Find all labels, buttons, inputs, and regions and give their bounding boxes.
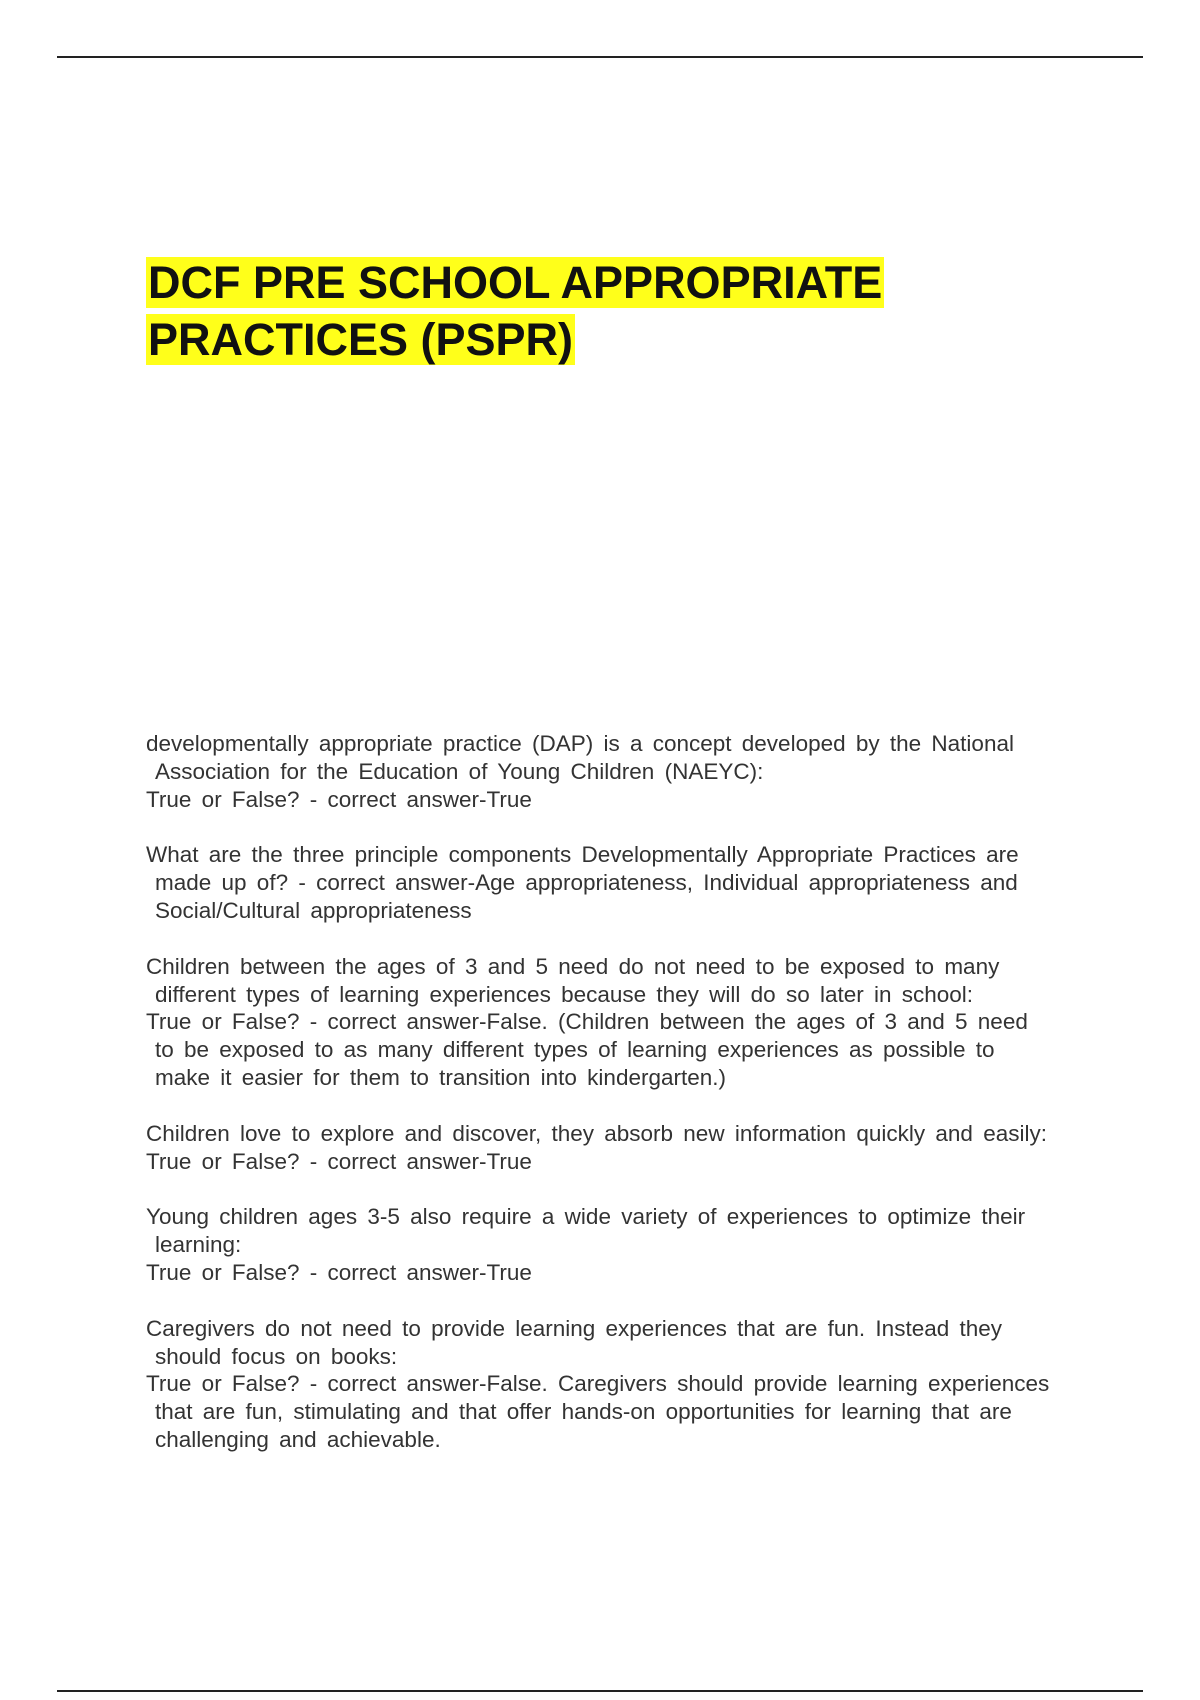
qa-item bbox=[146, 841, 1056, 924]
qa-question: developmentally appropriate practice (DAP) is a concept developed by the National Association for the Education of Young Children (NAEYC): bbox=[146, 731, 1014, 784]
qa-answer: True or False? - correct answer-True bbox=[146, 1148, 532, 1174]
qa-item bbox=[146, 730, 1056, 813]
title-line-2: PRACTICES (PSPR) bbox=[148, 314, 574, 365]
document-title bbox=[146, 254, 1046, 368]
qa-item bbox=[146, 1120, 1056, 1176]
qa-question: Children between the ages of 3 and 5 need do not need to be exposed to many different types of learning experiences because they will do so later in school: bbox=[146, 953, 1000, 1007]
qa-item bbox=[146, 1315, 1056, 1454]
qa-item bbox=[146, 1203, 1056, 1286]
qa-item bbox=[146, 953, 1056, 1092]
qa-question: Children love to explore and discover, they absorb new information quickly and easily: bbox=[146, 1120, 1047, 1146]
qa-answer: True or False? - correct answer-True bbox=[146, 1259, 532, 1285]
qa-answer: True or False? - correct answer-True bbox=[146, 786, 532, 812]
title-line-1: DCF PRE SCHOOL APPROPRIATE bbox=[148, 257, 883, 308]
top-rule bbox=[57, 56, 1143, 58]
qa-question: Caregivers do not need to provide learning experiences that are fun. Instead they should focus on books: bbox=[146, 1315, 1003, 1369]
qa-question: Young children ages 3-5 also require a wide variety of experiences to optimize their learning: bbox=[146, 1204, 1026, 1258]
qa-answer: True or False? - correct answer-False. Caregivers should provide learning experiences that are fun, stimulating and that offer hands-on opportunities for learning that are challenging and achievable. bbox=[146, 1371, 1050, 1452]
bottom-rule bbox=[57, 1690, 1143, 1692]
qa-list bbox=[146, 730, 1056, 1482]
qa-answer: True or False? - correct answer-False. (Children between the ages of 3 and 5 need to be exposed to as many different types of learning experiences as possible to make it easier for them to transition into kindergarten.) bbox=[146, 1009, 1028, 1090]
title-block bbox=[146, 254, 1046, 368]
qa-question-answer: What are the three principle components Developmentally Appropriate Practices are made up of? - correct answer-Age appropriateness, Individual appropriateness and Social/Cultural appropriateness bbox=[146, 842, 1019, 923]
